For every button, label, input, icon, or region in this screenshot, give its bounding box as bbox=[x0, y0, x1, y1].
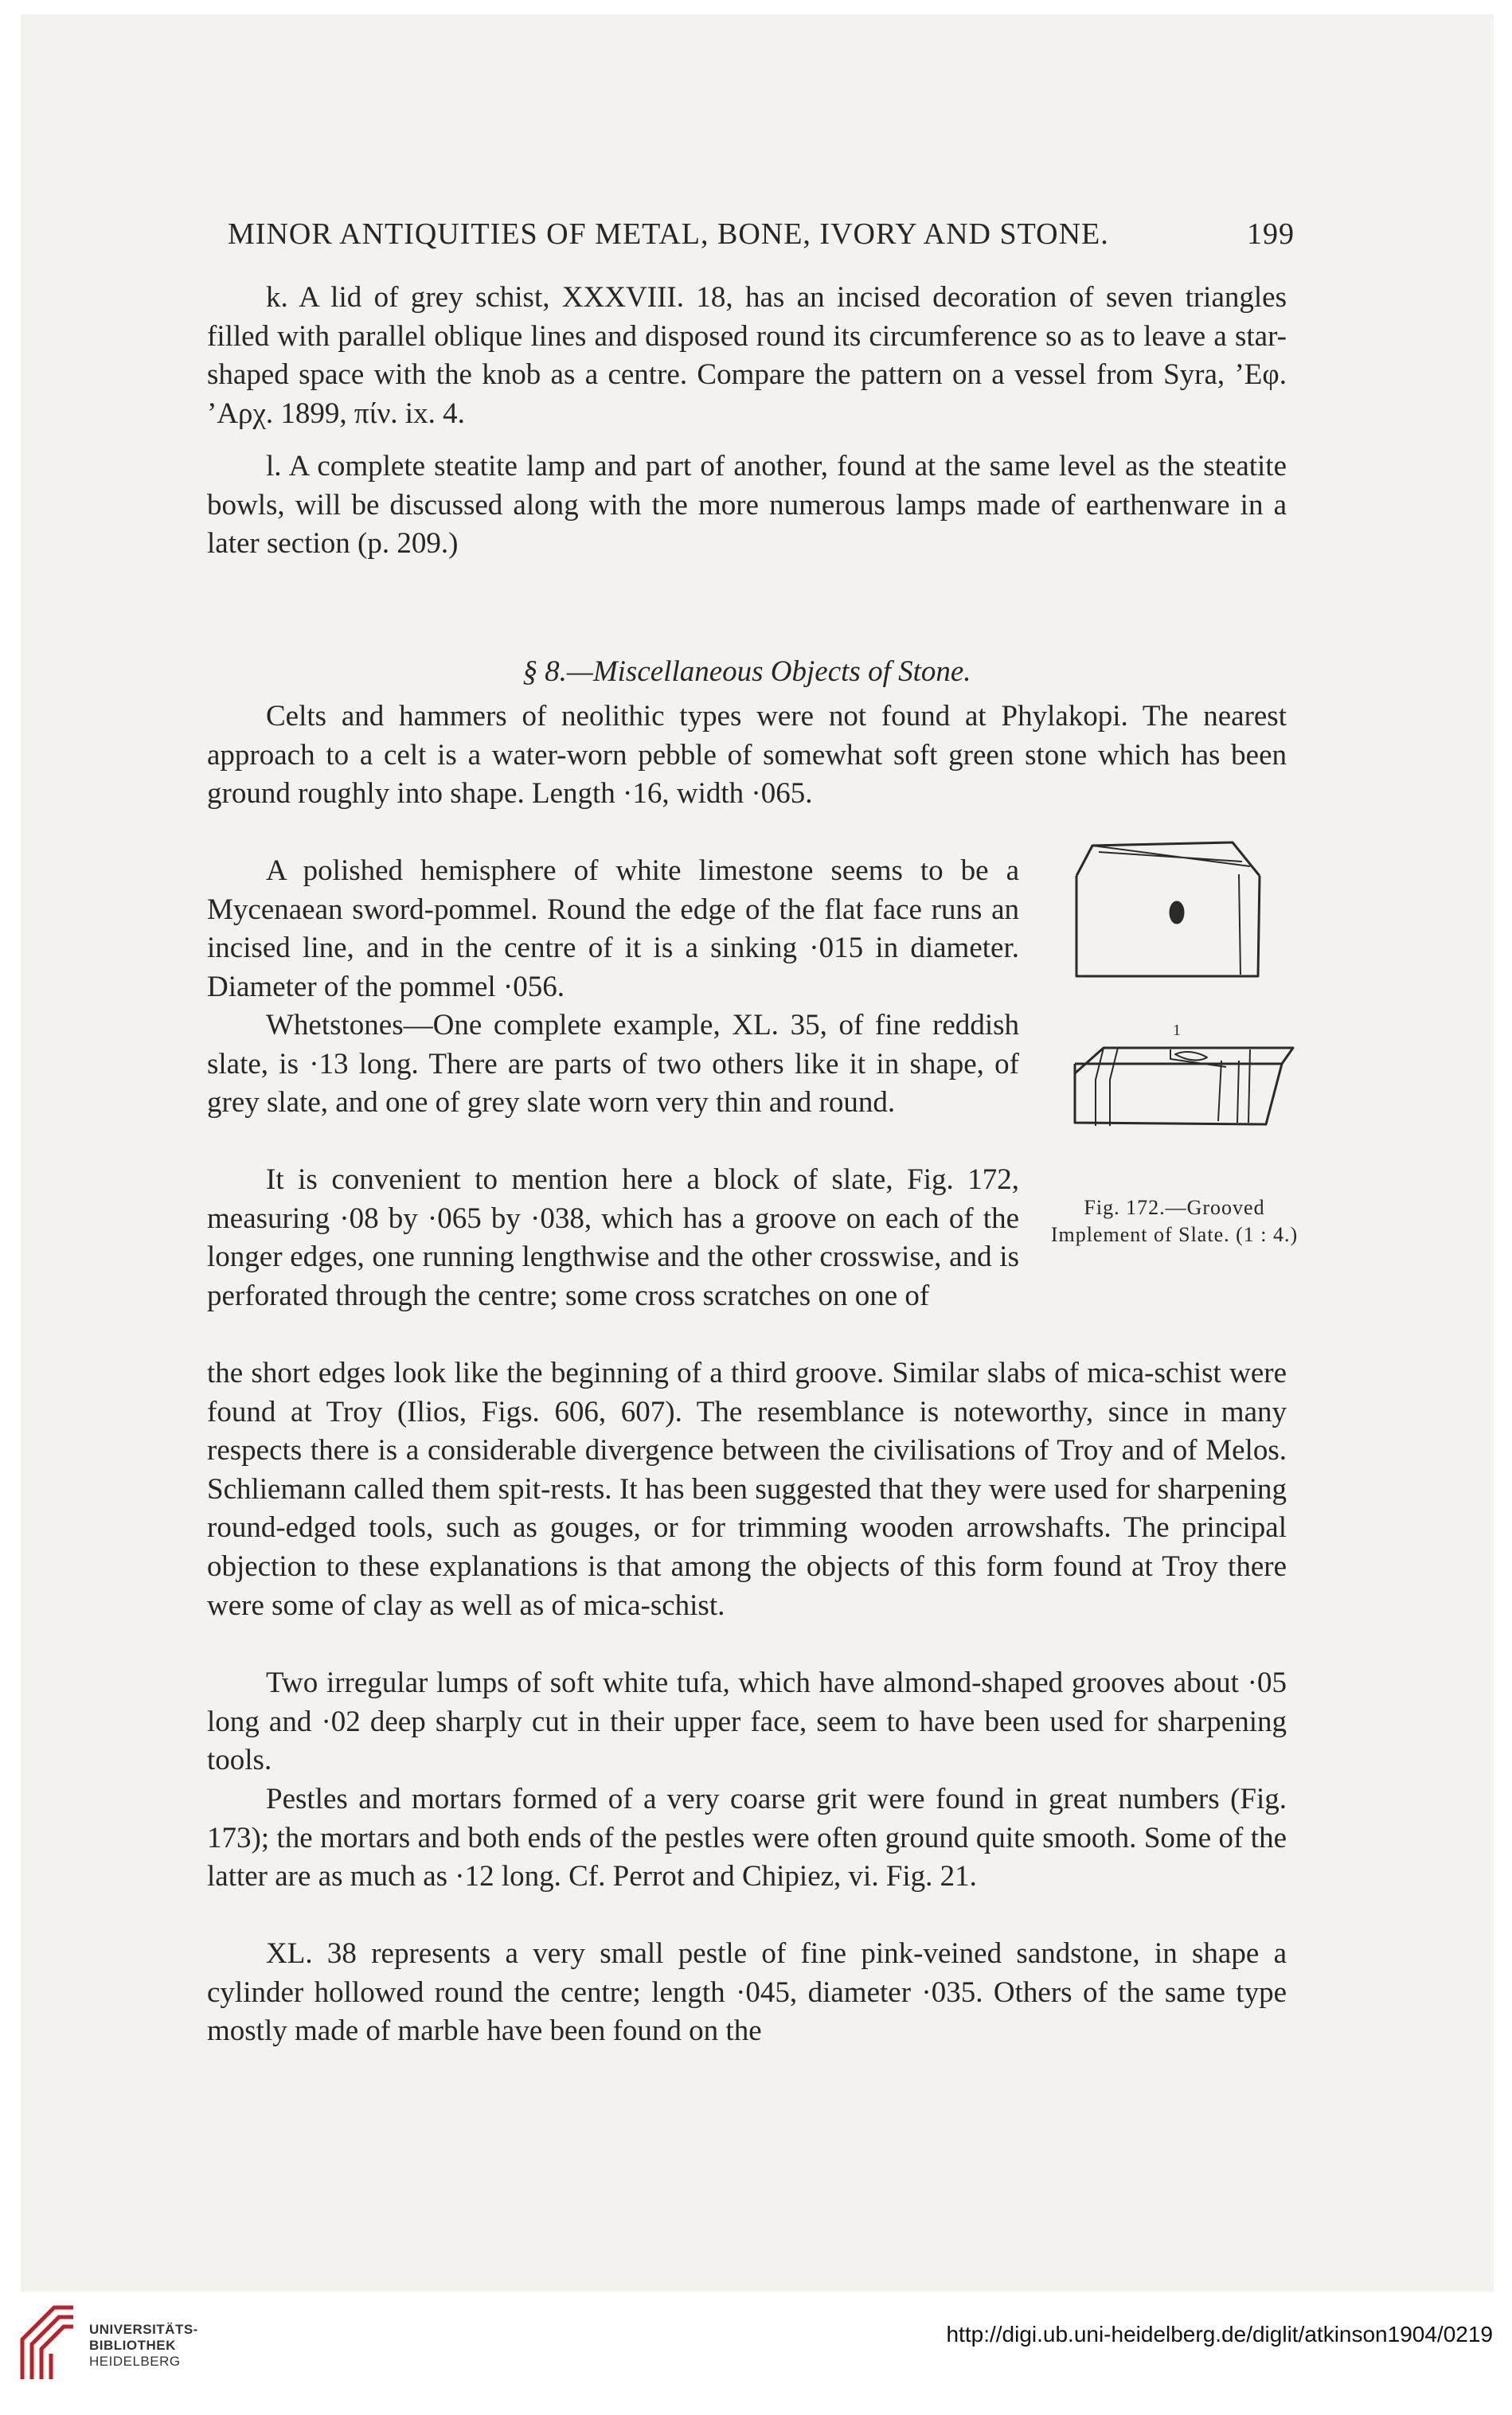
figure-caption: Fig. 172.—Grooved Implement of Slate. (1 : 4.) bbox=[1050, 1196, 1299, 1246]
figure-label: 1 bbox=[1173, 1022, 1181, 1039]
header-title: MINOR ANTIQUITIES OF METAL, BONE, IVORY AND STONE. bbox=[228, 217, 1109, 251]
paragraph-pestles: Pestles and mortars formed of a very coarse grit were found in great numbers (Fig. 173); the mortars and both ends of the pestles were often ground quite smooth. Some of the latter are as much as ·12 long. Cf. Perrot and Chipiez, vi. Fig. 21. bbox=[207, 1783, 1287, 1893]
library-name-line-2: BIBLIOTHEK bbox=[89, 2338, 176, 2353]
library-name-line-3: HEIDELBERG bbox=[89, 2354, 181, 2369]
page-number: 199 bbox=[1247, 217, 1295, 251]
library-name-line-1: UNIVERSITÄTS- bbox=[89, 2322, 198, 2337]
paragraph-slate-block: It is convenient to mention here a block of slate, Fig. 172, measuring ·08 by ·065 by ·038, which has a groove on each of the longer edges, one running lengthwise and the other crosswise, and is perforated through the centre; some cross scratches on one of bbox=[207, 1163, 1019, 1312]
paragraph-hemisphere: A polished hemisphere of white limestone seems to be a Mycenaean sword-pommel. Round the edge of the flat face runs an incised line, and in the centre of it is a sinking ·015 in diameter. Diameter of the pommel ·056. bbox=[207, 854, 1019, 1003]
library-logo-icon[interactable] bbox=[14, 2300, 81, 2389]
figure-172 bbox=[1051, 811, 1306, 1177]
library-name[interactable] bbox=[89, 2322, 198, 2370]
grooved-slate-drawing bbox=[1051, 811, 1306, 1177]
paragraph-l: l. A complete steatite lamp and part of another, found at the same level as the steatite bowls, will be discussed along with the more numerous lamps made of earthenware in a later section (p. 209.) bbox=[207, 450, 1287, 561]
running-header bbox=[228, 217, 1295, 252]
paragraph-slate-block-continued: the short edges look like the beginning of a third groove. Similar slabs of mica-schist were found at Troy (Ilios, Figs. 606, 607). The resemblance is noteworthy, since in many respects there is a considerable divergence between the civilisations of Troy and of Melos. Schliemann called them spit-rests. It has been suggested that they were used for sharpening round-edged tools, such as gouges, or for trimming wooden arrowshafts. The principal objection to these explanations is that among the objects of this form found at Troy there were some of clay as well as of mica-schist. bbox=[207, 1357, 1287, 1622]
section-title: § 8.—Miscellaneous Objects of Stone. bbox=[522, 655, 971, 688]
paragraph-xl38: XL. 38 represents a very small pestle of fine pink-veined sandstone, in shape a cylinder hollowed round the centre; length ·045, diameter ·035. Others of the same type mostly made of marble have been found on the bbox=[207, 1937, 1287, 2048]
source-url-link[interactable]: http://digi.ub.uni-heidelberg.de/diglit/atkinson1904/0219 bbox=[946, 2322, 1493, 2347]
footer-bar bbox=[0, 2293, 1512, 2415]
paragraph-celts: Celts and hammers of neolithic types were not found at Phylakopi. The nearest approach to a celt is a water-worn pebble of somewhat soft green stone which has been ground roughly into shape. Length ·16, width ·065. bbox=[207, 700, 1287, 811]
paragraph-tufa: Two irregular lumps of soft white tufa, which have almond-shaped grooves about ·05 long and ·02 deep sharply cut in their upper face, seem to have been used for sharpening tools. bbox=[207, 1667, 1287, 1777]
paragraph-whetstones: Whetstones—One complete example, XL. 35, of fine reddish slate, is ·13 long. There are parts of two others like it in shape, of grey slate, and one of grey slate worn very thin and round. bbox=[207, 1009, 1019, 1120]
paragraph-k: k. A lid of grey schist, XXXVIII. 18, has an incised decoration of seven triangles filled with parallel oblique lines and disposed round its circumference so as to leave a star-shaped space with the knob as a centre. Compare the pattern on a vessel from Syra, ’Eφ. ’Aρχ. 1899, πίν. ix. 4. bbox=[207, 281, 1287, 430]
